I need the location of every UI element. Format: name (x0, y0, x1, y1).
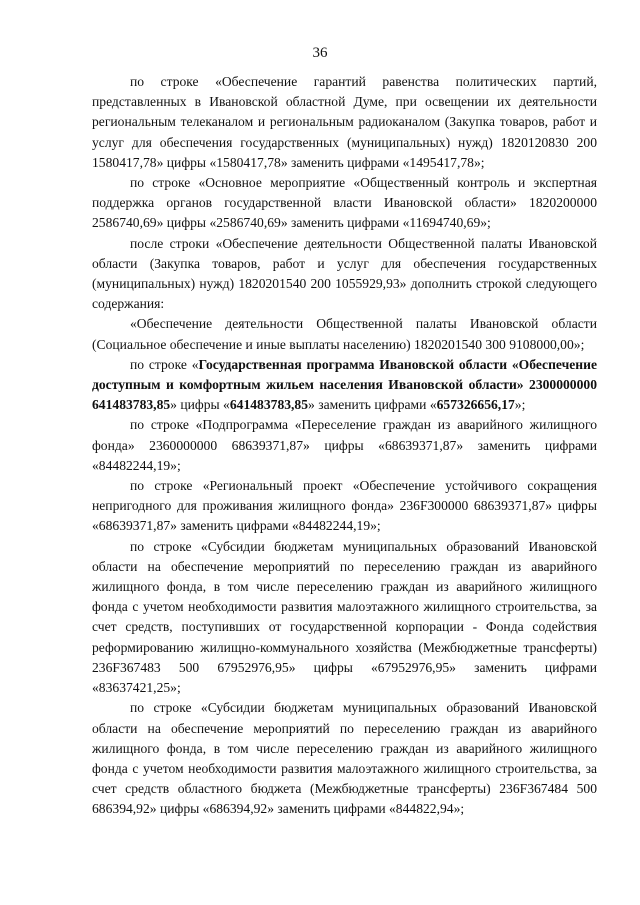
paragraph-public-chamber-procurement (92, 234, 597, 315)
paragraph-text: » цифры « (170, 397, 230, 413)
paragraph-text: по строке «Региональный проект «Обеспечение устойчивого сокращения непригодного для проживания жилищного фонда» 236F300000 68639371,87» цифры «68639371,87» заменить цифрами «84482244,19»; (92, 478, 597, 534)
paragraph-text: по строке «Подпрограмма «Переселение граждан из аварийного жилищного фонда» 2360000000 68639371,87» цифры «68639371,87» заменить цифрами «84482244,19»; (92, 417, 597, 473)
document-body (92, 72, 597, 820)
paragraph-housing-program (92, 355, 597, 416)
paragraph-text: » заменить цифрами « (308, 397, 437, 413)
paragraph-public-chamber-social (92, 314, 597, 354)
paragraph-subsidies-regional-budget (92, 698, 597, 819)
paragraph-text: по строке «Обеспечение гарантий равенства политических партий, представленных в Ивановской областной Думе, при освещении их деятельности региональным телеканалом и региональным радиоканалом (Закупка товаров, работ и услуг для обеспечения государственных (муниципальных) нужд) 1820120830 200 1580417,78» цифры «1580417,78» заменить цифрами «1495417,78»; (92, 74, 597, 170)
program-title-bold: Государственная программа Ивановской области «Обеспечение доступным и комфортным жильем населения Ивановской области» 2300000000 641483783,85 (92, 356, 597, 413)
paragraph-text: после строки «Обеспечение деятельности Общественной палаты Ивановской области (Закупка товаров, работ и услуг для обеспечения государственных (муниципальных) нужд) 1820201540 200 1055929,93» дополнить строкой следующего содержания: (92, 235, 597, 312)
paragraph-resettlement-subprogram (92, 415, 597, 476)
paragraph-text: по строке «Субсидии бюджетам муниципальных образований Ивановской области на обеспечение мероприятий по переселению граждан из аварийного жилищного фонда, в том числе переселению граждан из аварийного жилищного фонда с учетом необходимости развития малоэтажного жилищного строительства, за счет средств областного бюджета (Межбюджетные трансферты) 236F367484 500 686394,92» цифры «686394,92» заменить цифрами «844822,94»; (92, 700, 597, 817)
new-amount-bold: 657326656,17 (436, 397, 515, 413)
paragraph-text: по строке « (130, 356, 199, 372)
paragraph-text: по строке «Основное мероприятие «Общественный контроль и экспертная поддержка органов государственной власти Ивановской области» 1820200000 2586740,69» цифры «2586740,69» заменить цифрами «11694740,69»; (92, 175, 597, 231)
paragraph-regional-project (92, 476, 597, 537)
paragraph-public-control (92, 173, 597, 234)
paragraph-political-parties-guarantees (92, 72, 597, 173)
paragraph-subsidies-fund (92, 537, 597, 699)
paragraph-text: по строке «Субсидии бюджетам муниципальных образований Ивановской области на обеспечение мероприятий по переселению граждан из аварийного жилищного фонда, в том числе переселению граждан из аварийного жилищного фонда с учетом необходимости развития малоэтажного жилищного строительства, за счет средств, поступивших от государственной корпорации - Фонда содействия реформированию жилищно-коммунального хозяйства (Межбюджетные трансферты) 236F367483 500 67952976,95» цифры «67952976,95» заменить цифрами «83637421,25»; (92, 538, 597, 696)
old-amount-bold: 641483783,85 (229, 397, 309, 413)
paragraph-text: «Обеспечение деятельности Общественной палаты Ивановской области (Социальное обеспечение и иные выплаты населению) 1820201540 300 9108000,00»; (92, 316, 597, 352)
page-number: 36 (312, 45, 328, 61)
paragraph-text: »; (514, 397, 526, 413)
